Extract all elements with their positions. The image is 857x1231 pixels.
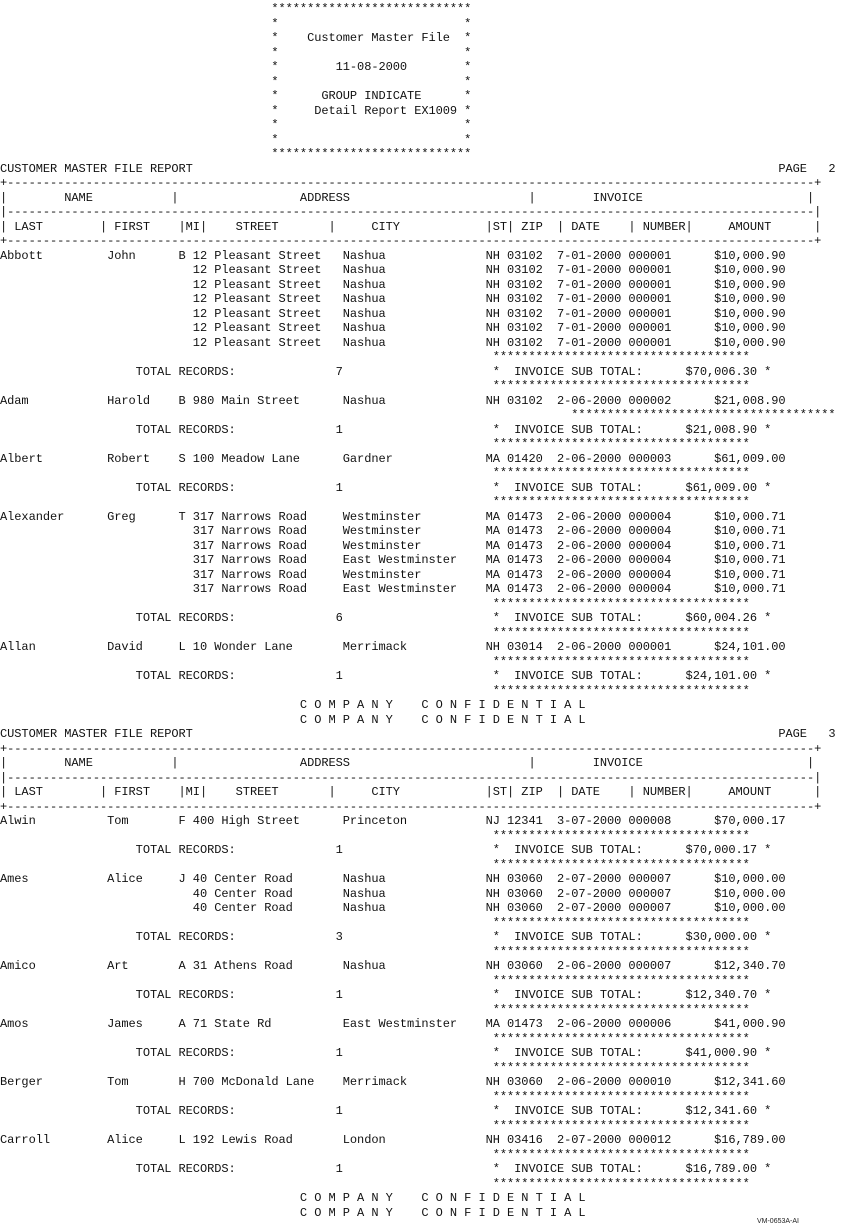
report-line: TOTAL RECORDS: 1 * INVOICE SUB TOTAL: $12,340.70 * bbox=[0, 988, 772, 1002]
report-line: TOTAL RECORDS: 1 * INVOICE SUB TOTAL: $70,000.17 * bbox=[0, 843, 772, 857]
report-line: * 11-08-2000 * bbox=[0, 60, 472, 74]
report-line: * * bbox=[0, 16, 472, 31]
report-line: ************************************ bbox=[0, 1089, 750, 1104]
report-line: ************************************ bbox=[0, 596, 750, 611]
report-line: ************************************ bbox=[0, 1031, 750, 1046]
report-line: ************************************ bbox=[0, 625, 750, 640]
report-line: TOTAL RECORDS: 1 * INVOICE SUB TOTAL: $16,789.00 * bbox=[0, 1162, 772, 1176]
report-line: TOTAL RECORDS: 1 * INVOICE SUB TOTAL: $24,101.00 * bbox=[0, 669, 772, 683]
report-line: * * bbox=[0, 118, 472, 132]
report-line: TOTAL RECORDS: 1 * INVOICE SUB TOTAL: $12,341.60 * bbox=[0, 1104, 772, 1118]
report-line: Carroll Alice L 192 Lewis Road London NH 03416 2-07-2000 000012 $16,789.00 bbox=[0, 1133, 786, 1147]
report-line: Abbott John B 12 Pleasant Street Nashua NH 03102 7-01-2000 000001 $10,000.90 bbox=[0, 248, 786, 263]
report-line: ************************************ bbox=[0, 350, 750, 364]
report-line: ************************************ bbox=[0, 466, 750, 480]
report-line: * GROUP INDICATE * bbox=[0, 89, 472, 103]
report-line: Amos James A 71 State Rd East Westminster MA 01473 2-06-2000 000006 $41,000.90 bbox=[0, 1017, 786, 1031]
report-line: 12 Pleasant Street Nashua NH 03102 7-01-2000 000001 $10,000.90 bbox=[0, 335, 786, 350]
report-line: 12 Pleasant Street Nashua NH 03102 7-01-2000 000001 $10,000.90 bbox=[0, 277, 786, 292]
report-line: ************************************ bbox=[0, 1147, 750, 1162]
report-line: +-----------------------------------------------------------------------------------------------------------------+ bbox=[0, 799, 822, 814]
report-line: +-----------------------------------------------------------------------------------------------------------------+ bbox=[0, 741, 822, 756]
report-line: * Customer Master File * bbox=[0, 31, 472, 45]
report-line: Albert Robert S 100 Meadow Lane Gardner MA 01420 2-06-2000 000003 $61,009.00 bbox=[0, 451, 786, 466]
report-line: ************************************ bbox=[0, 973, 750, 988]
report-line: 317 Narrows Road Westminster MA 01473 2-06-2000 000004 $10,000.71 bbox=[0, 538, 786, 553]
report-line: Allan David L 10 Wonder Lane Merrimack NH 03014 2-06-2000 000001 $24,101.00 bbox=[0, 640, 786, 654]
report-line: * * bbox=[0, 74, 472, 89]
report-line: **************************** bbox=[0, 147, 472, 161]
report-line: +-----------------------------------------------------------------------------------------------------------------+ bbox=[0, 176, 822, 190]
report-line: TOTAL RECORDS: 1 * INVOICE SUB TOTAL: $61,009.00 * bbox=[0, 480, 772, 495]
report-line: **************************** bbox=[0, 2, 472, 16]
report-line: ************************************ bbox=[0, 944, 750, 959]
report-line: | NAME | ADDRESS | INVOICE | bbox=[0, 190, 815, 205]
report-line: Alwin Tom F 400 High Street Princeton NJ 12341 3-07-2000 000008 $70,000.17 bbox=[0, 814, 786, 828]
report-line: * * bbox=[0, 132, 472, 147]
report-line: 12 Pleasant Street Nashua NH 03102 7-01-2000 000001 $10,000.90 bbox=[0, 321, 786, 335]
report-line: ************************************ bbox=[0, 683, 750, 698]
figure-id: VM-0653A-AI bbox=[756, 1218, 799, 1225]
report-line: CUSTOMER MASTER FILE REPORT PAGE 2 bbox=[0, 161, 836, 176]
report-line: Berger Tom H 700 McDonald Lane Merrimack NH 03060 2-06-2000 000010 $12,341.60 bbox=[0, 1075, 786, 1089]
report-line: TOTAL RECORDS: 1 * INVOICE SUB TOTAL: $41,000.90 * bbox=[0, 1046, 772, 1060]
report-line: * Detail Report EX1009 * bbox=[0, 103, 472, 118]
report-line: TOTAL RECORDS: 3 * INVOICE SUB TOTAL: $30,000.00 * bbox=[0, 930, 772, 944]
report-line: ************************************ bbox=[0, 654, 750, 669]
report-line: TOTAL RECORDS: 7 * INVOICE SUB TOTAL: $70,006.30 * bbox=[0, 364, 772, 379]
report-line: ************************************ bbox=[0, 857, 750, 872]
report-line: CUSTOMER MASTER FILE REPORT PAGE 3 bbox=[0, 727, 836, 741]
report-line: 317 Narrows Road Westminster MA 01473 2-06-2000 000004 $10,000.71 bbox=[0, 524, 786, 538]
report-line: +-----------------------------------------------------------------------------------------------------------------+ bbox=[0, 234, 822, 248]
report-line: |-----------------------------------------------------------------------------------------------------------------| bbox=[0, 770, 822, 785]
report-line: Alexander Greg T 317 Narrows Road Westminster MA 01473 2-06-2000 000004 $10,000.71 bbox=[0, 509, 786, 524]
report-line: Ames Alice J 40 Center Road Nashua NH 03060 2-07-2000 000007 $10,000.00 bbox=[0, 872, 786, 886]
report-line: 317 Narrows Road East Westminster MA 01473 2-06-2000 000004 $10,000.71 bbox=[0, 553, 786, 567]
report-line: ************************************ bbox=[0, 1002, 750, 1017]
report-line: 12 Pleasant Street Nashua NH 03102 7-01-2000 000001 $10,000.90 bbox=[0, 306, 786, 321]
report-line: 40 Center Road Nashua NH 03060 2-07-2000 000007 $10,000.00 bbox=[0, 901, 786, 915]
report-line: Adam Harold B 980 Main Street Nashua NH 03102 2-06-2000 000002 $21,008.90 bbox=[0, 393, 786, 408]
report-line: 12 Pleasant Street Nashua NH 03102 7-01-2000 000001 $10,000.90 bbox=[0, 292, 786, 306]
report-line: C O M P A N Y C O N F I D E N T I A L bbox=[0, 712, 586, 727]
report-line: C O M P A N Y C O N F I D E N T I A L bbox=[0, 698, 586, 712]
report-line: ************************************ bbox=[0, 1118, 750, 1133]
report-line: TOTAL RECORDS: 1 * INVOICE SUB TOTAL: $21,008.90 * bbox=[0, 422, 772, 437]
report-line: * * bbox=[0, 45, 472, 60]
report-line: C O M P A N Y C O N F I D E N T I A L bbox=[0, 1205, 586, 1220]
report-line: | LAST | FIRST |MI| STREET | CITY |ST| ZIP | DATE | NUMBER| AMOUNT | bbox=[0, 785, 822, 799]
report-line: ************************************ bbox=[0, 495, 750, 509]
report-line: | LAST | FIRST |MI| STREET | CITY |ST| ZIP | DATE | NUMBER| AMOUNT | bbox=[0, 219, 822, 234]
report-line: ************************************ bbox=[0, 379, 750, 393]
report-line: TOTAL RECORDS: 6 * INVOICE SUB TOTAL: $60,004.26 * bbox=[0, 611, 772, 625]
report-line: Amico Art A 31 Athens Road Nashua NH 03060 2-06-2000 000007 $12,340.70 bbox=[0, 959, 786, 973]
report-line: ************************************* bbox=[0, 408, 836, 422]
report-line: 317 Narrows Road East Westminster MA 01473 2-06-2000 000004 $10,000.71 bbox=[0, 582, 786, 596]
report-line: 40 Center Road Nashua NH 03060 2-07-2000 000007 $10,000.00 bbox=[0, 886, 786, 901]
report-line: 317 Narrows Road Westminster MA 01473 2-06-2000 000004 $10,000.71 bbox=[0, 567, 786, 582]
report-line: ************************************ bbox=[0, 1060, 750, 1075]
report-line: ************************************ bbox=[0, 437, 750, 451]
report-line: ************************************ bbox=[0, 828, 750, 843]
report-line: | NAME | ADDRESS | INVOICE | bbox=[0, 756, 815, 770]
report-line: ************************************ bbox=[0, 1176, 750, 1191]
report-line: |-----------------------------------------------------------------------------------------------------------------| bbox=[0, 205, 822, 219]
report-line: ************************************ bbox=[0, 915, 750, 930]
report-line: 12 Pleasant Street Nashua NH 03102 7-01-2000 000001 $10,000.90 bbox=[0, 263, 786, 277]
report-line: C O M P A N Y C O N F I D E N T I A L bbox=[0, 1191, 586, 1205]
